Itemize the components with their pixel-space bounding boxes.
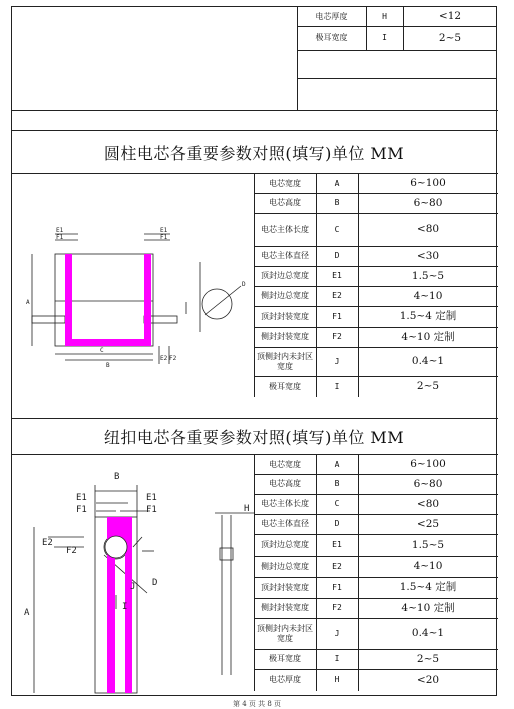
dim-E1-label: E1 <box>76 493 87 503</box>
dim-F1-label: F1 <box>160 234 168 241</box>
dim-E1-label: E1 <box>160 227 168 234</box>
param-symbol: E1 <box>332 540 342 550</box>
param-symbol: E2 <box>332 291 342 301</box>
header-rule <box>297 78 497 79</box>
param-symbol: F1 <box>332 311 342 321</box>
header-value: <12 <box>438 10 462 23</box>
dim-C-label: C <box>100 347 104 354</box>
param-label: 侧封边总宽度 <box>261 291 309 301</box>
param-value: 2~5 <box>416 652 440 665</box>
dim-E2-label: E2 <box>160 355 168 362</box>
header-symbol: H <box>382 11 387 21</box>
param-symbol: F2 <box>332 332 342 342</box>
button-cell-diagram <box>12 455 254 697</box>
param-value: <20 <box>416 673 440 686</box>
param-label: 电芯高度 <box>269 479 301 489</box>
param-value: <25 <box>416 517 440 530</box>
dim-F1-label: F1 <box>56 234 64 241</box>
param-symbol: J <box>334 628 340 638</box>
param-value: 1.5~4 定制 <box>399 581 457 594</box>
dim-F1-label: F1 <box>146 505 157 515</box>
param-label: 电芯主体长度 <box>261 224 309 234</box>
param-symbol: B <box>334 479 340 489</box>
param-value: 0.4~1 <box>411 627 445 640</box>
dim-E1-label: E1 <box>56 227 64 234</box>
dim-B-label: B <box>106 362 110 369</box>
param-label: 顶侧封内未封区宽度 <box>257 624 313 643</box>
param-value: 1.5~5 <box>411 269 445 282</box>
param-value: 4~10 定制 <box>401 330 455 343</box>
param-symbol: D <box>334 251 340 261</box>
param-symbol: H <box>334 675 340 685</box>
param-label: 侧封边总宽度 <box>261 561 309 571</box>
dim-J-label: J <box>130 582 136 592</box>
param-value: 6~80 <box>413 196 443 209</box>
dim-H-label: H <box>244 504 250 514</box>
param-value: 4~10 <box>413 289 443 302</box>
param-value: <80 <box>416 497 440 510</box>
param-symbol: F2 <box>332 603 342 613</box>
header-label: 电芯厚度 <box>315 11 348 21</box>
param-symbol: A <box>334 178 340 188</box>
param-symbol: C <box>334 224 340 234</box>
dim-D-label: D <box>242 281 246 288</box>
param-value: 4~10 定制 <box>401 601 455 614</box>
param-value: 6~80 <box>413 477 443 490</box>
dim-A-label: A <box>24 608 30 618</box>
dim-E2-label: E2 <box>42 538 53 548</box>
section2-title: 纽扣电芯各重要参数对照(填写)单位 MM <box>103 428 405 447</box>
dim-F2-label: F2 <box>66 546 77 556</box>
header-rule <box>297 50 497 51</box>
param-label: 电芯主体直径 <box>261 251 309 261</box>
param-value: 6~100 <box>410 177 446 190</box>
param-label: 侧封封装宽度 <box>261 332 309 342</box>
dim-B-label: B <box>114 472 120 482</box>
dim-A-label: A <box>26 299 30 306</box>
param-symbol: C <box>334 499 340 509</box>
param-label: 侧封封装宽度 <box>261 603 309 613</box>
param-label: 顶封边总宽度 <box>261 540 309 550</box>
param-label: 电芯宽度 <box>269 178 301 188</box>
param-symbol: A <box>334 459 340 469</box>
param-value: 1.5~4 定制 <box>399 310 457 323</box>
section1-title: 圆柱电芯各重要参数对照(填写)单位 MM <box>103 143 405 163</box>
param-label: 电芯主体长度 <box>261 499 309 509</box>
param-label: 极耳宽度 <box>269 654 301 664</box>
page-footer: 第 4 页 共 8 页 <box>232 700 282 708</box>
param-label: 电芯厚度 <box>269 675 301 685</box>
param-value: 2~5 <box>416 380 440 393</box>
cylinder-cell-diagram <box>12 174 254 414</box>
param-value: <30 <box>416 249 440 262</box>
header-value: 2~5 <box>438 31 462 44</box>
param-symbol: D <box>334 519 340 529</box>
param-value: 4~10 <box>413 560 443 573</box>
param-symbol: F1 <box>332 582 342 592</box>
param-symbol: I <box>334 381 340 391</box>
param-label: 电芯宽度 <box>269 459 301 469</box>
param-symbol: I <box>334 654 340 664</box>
rule <box>12 110 498 111</box>
param-value: 0.4~1 <box>411 355 445 368</box>
dim-E1-label: E1 <box>146 493 157 503</box>
header-symbol: I <box>382 33 387 43</box>
param-value: 6~100 <box>410 458 446 471</box>
param-label: 电芯主体直径 <box>261 519 309 529</box>
dim-D-label: D <box>152 578 158 588</box>
param-label: 顶封封装宽度 <box>261 582 309 592</box>
param-symbol: E2 <box>332 561 342 571</box>
param-symbol: B <box>334 198 340 208</box>
param-value: 1.5~5 <box>411 538 445 551</box>
param-symbol: E1 <box>332 271 342 281</box>
param-label: 顶封边总宽度 <box>261 271 309 281</box>
param-symbol: J <box>334 356 340 366</box>
dim-F2-label: F2 <box>169 355 177 362</box>
dim-F1-label: F1 <box>76 505 87 515</box>
param-label: 顶侧封内未封区宽度 <box>257 352 313 371</box>
param-label: 极耳宽度 <box>269 381 301 391</box>
param-label: 顶封封装宽度 <box>261 311 309 321</box>
header-label: 极耳宽度 <box>315 33 348 43</box>
param-label: 电芯高度 <box>269 198 301 208</box>
document-frame <box>11 6 497 696</box>
param-value: <80 <box>416 223 440 236</box>
dim-I-label: I <box>122 602 128 612</box>
